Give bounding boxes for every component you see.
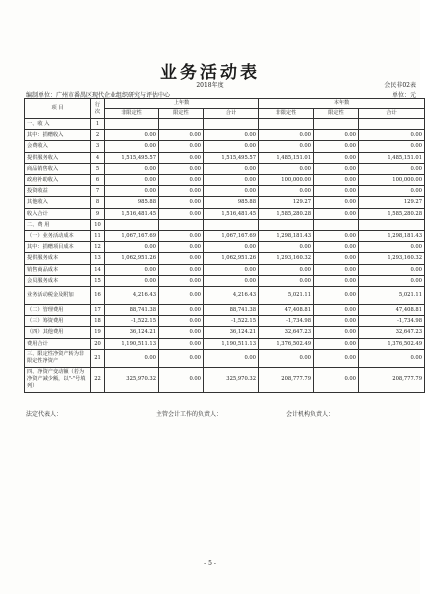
organization-label: 编制单位：广州市番禺区现代企业组织研究与评估中心: [26, 92, 171, 99]
col-header-curr-year: 本年数: [259, 99, 425, 109]
cell-cy-t: [359, 219, 425, 230]
cell-py-t: -1,522.15: [204, 316, 259, 327]
row-item-label: （三）筹资费用: [25, 316, 91, 327]
table-row: [25, 219, 425, 230]
cell-py-r: 0.00: [159, 338, 204, 349]
table-row: [25, 253, 425, 264]
cell-cy-u: -1,734.98: [259, 316, 314, 327]
table-row: [25, 175, 425, 186]
row-line-number: 3: [91, 141, 105, 152]
table-row: [25, 316, 425, 327]
col-header-curr-unrestricted: 非限定性: [259, 109, 314, 119]
cell-cy-u: 1,485,151.01: [259, 152, 314, 163]
cell-py-r: 0.00: [159, 253, 204, 264]
legal-rep-label: 法定代表人：: [26, 411, 63, 418]
cell-cy-t: 0.00: [359, 242, 425, 253]
table-row: [25, 327, 425, 338]
cell-cy-t: 0.00: [359, 141, 425, 152]
cell-cy-t: -1,734.98: [359, 316, 425, 327]
cell-cy-u: 0.00: [259, 141, 314, 152]
cell-py-t: 0.00: [204, 264, 259, 275]
form-number: 会民非02表: [384, 82, 416, 89]
cell-cy-u: 100,000.00: [259, 175, 314, 186]
cell-cy-u: 1,298,181.43: [259, 231, 314, 242]
cell-py-t: 985.88: [204, 197, 259, 208]
table-row: [25, 197, 425, 208]
cell-py-t: 0.00: [204, 141, 259, 152]
row-item-label: 其中：捐赠项目成本: [25, 242, 91, 253]
cell-cy-r: 0.00: [314, 197, 359, 208]
report-title: 业务活动表: [160, 63, 260, 83]
cell-cy-t: 1,293,160.32: [359, 253, 425, 264]
cell-py-t: 4,216.43: [204, 287, 259, 305]
row-item-label: （四）其他费用: [25, 327, 91, 338]
cell-cy-t: 1,298,181.43: [359, 231, 425, 242]
cell-py-u: 36,124.21: [105, 327, 159, 338]
cell-py-u: 1,516,481.45: [105, 208, 159, 219]
cell-cy-r: [314, 219, 359, 230]
cell-py-t: 1,516,481.45: [204, 208, 259, 219]
cell-cy-u: 0.00: [259, 264, 314, 275]
row-item-label: 三、限定性净资产转为非限定性净资产: [25, 349, 91, 367]
cell-cy-t: 129.27: [359, 197, 425, 208]
cell-py-t: 88,741.38: [204, 305, 259, 316]
col-header-line: 行次: [91, 99, 105, 119]
cell-py-u: 0.00: [105, 141, 159, 152]
table-body: [25, 119, 425, 393]
cell-cy-u: 0.00: [259, 349, 314, 367]
cell-cy-t: 0.00: [359, 130, 425, 141]
cell-py-t: 1,190,511.13: [204, 338, 259, 349]
cell-cy-r: 0.00: [314, 253, 359, 264]
table-row: [25, 264, 425, 275]
cell-py-r: 0.00: [159, 231, 204, 242]
cell-py-r: 0.00: [159, 130, 204, 141]
cell-cy-r: 0.00: [314, 175, 359, 186]
cell-py-u: 0.00: [105, 264, 159, 275]
report-year: 2018年度: [196, 82, 224, 89]
row-item-label: 其中：捐赠收入: [25, 130, 91, 141]
table-row: [25, 338, 425, 349]
cell-py-u: 0.00: [105, 349, 159, 367]
cell-cy-r: [314, 119, 359, 130]
cell-cy-u: 0.00: [259, 242, 314, 253]
row-item-label: 一、收 入: [25, 119, 91, 130]
row-line-number: 8: [91, 197, 105, 208]
row-line-number: 17: [91, 305, 105, 316]
cell-cy-t: 208,777.79: [359, 367, 425, 392]
col-header-curr-total: 合计: [359, 109, 425, 119]
row-item-label: （一）业务活动成本: [25, 231, 91, 242]
cell-py-u: 1,190,511.13: [105, 338, 159, 349]
cell-py-u: [105, 119, 159, 130]
col-header-prev-unrestricted: 非限定性: [105, 109, 159, 119]
cell-py-r: 0.00: [159, 287, 204, 305]
cell-cy-u: 1,585,280.28: [259, 208, 314, 219]
cell-cy-t: 0.00: [359, 349, 425, 367]
cell-py-u: 0.00: [105, 163, 159, 174]
cell-cy-r: 0.00: [314, 305, 359, 316]
row-line-number: 12: [91, 242, 105, 253]
cell-cy-u: 1,293,160.32: [259, 253, 314, 264]
cell-py-u: 325,970.32: [105, 367, 159, 392]
cell-cy-u: 1,376,502.49: [259, 338, 314, 349]
row-item-label: 提供服务收入: [25, 152, 91, 163]
row-item-label: 四、净资产变动额（若为净资产减少额，以"-"号填列）: [25, 367, 91, 392]
table-row: [25, 231, 425, 242]
table-row: [25, 119, 425, 130]
cell-cy-t: 1,376,502.49: [359, 338, 425, 349]
cell-py-t: 0.00: [204, 186, 259, 197]
cell-cy-r: 0.00: [314, 152, 359, 163]
row-item-label: 其他收入: [25, 197, 91, 208]
cell-py-r: 0.00: [159, 208, 204, 219]
cell-py-t: 0.00: [204, 242, 259, 253]
row-item-label: 投资收益: [25, 186, 91, 197]
cell-cy-r: 0.00: [314, 349, 359, 367]
cell-cy-u: 0.00: [259, 130, 314, 141]
cell-cy-u: 0.00: [259, 186, 314, 197]
cell-cy-r: 0.00: [314, 141, 359, 152]
cell-py-t: 0.00: [204, 163, 259, 174]
currency-unit-label: 单位：元: [391, 92, 416, 99]
table-row: [25, 349, 425, 367]
cell-py-u: 0.00: [105, 186, 159, 197]
row-item-label: 会费收入: [25, 141, 91, 152]
cell-py-r: [159, 119, 204, 130]
table-row: [25, 130, 425, 141]
row-item-label: 费用合计: [25, 338, 91, 349]
row-item-label: 政府补助收入: [25, 175, 91, 186]
activity-table: [24, 98, 425, 393]
row-line-number: 5: [91, 163, 105, 174]
cell-py-r: 0.00: [159, 242, 204, 253]
table-row: [25, 242, 425, 253]
cell-cy-u: 47,408.81: [259, 305, 314, 316]
cell-cy-u: 32,647.23: [259, 327, 314, 338]
col-header-prev-year: 上年数: [105, 99, 259, 109]
cell-cy-r: 0.00: [314, 186, 359, 197]
cell-py-r: 0.00: [159, 305, 204, 316]
cell-py-r: 0.00: [159, 316, 204, 327]
col-header-curr-restricted: 限定性: [314, 109, 359, 119]
cell-cy-t: 0.00: [359, 186, 425, 197]
page-number: - 5 -: [204, 560, 216, 567]
cell-py-r: 0.00: [159, 367, 204, 392]
cell-cy-u: [259, 219, 314, 230]
row-line-number: 1: [91, 119, 105, 130]
row-item-label: 二、费 用: [25, 219, 91, 230]
cell-cy-u: 0.00: [259, 275, 314, 286]
row-line-number: 11: [91, 231, 105, 242]
row-line-number: 22: [91, 367, 105, 392]
row-line-number: 20: [91, 338, 105, 349]
table-row: [25, 367, 425, 392]
row-line-number: 6: [91, 175, 105, 186]
cell-cy-t: 47,408.81: [359, 305, 425, 316]
cell-py-r: 0.00: [159, 186, 204, 197]
cell-cy-r: 0.00: [314, 287, 359, 305]
accounting-dept-label: 会计机构负责人：: [286, 411, 335, 418]
cell-py-t: [204, 219, 259, 230]
cell-py-t: 36,124.21: [204, 327, 259, 338]
table-row: [25, 141, 425, 152]
row-line-number: 9: [91, 208, 105, 219]
row-item-label: 业务活动税金及附加: [25, 287, 91, 305]
table-row: [25, 186, 425, 197]
row-item-label: 收入合计: [25, 208, 91, 219]
table-row: [25, 152, 425, 163]
cell-cy-u: 0.00: [259, 163, 314, 174]
cell-py-r: 0.00: [159, 349, 204, 367]
cell-py-r: 0.00: [159, 275, 204, 286]
cell-cy-r: 0.00: [314, 130, 359, 141]
cell-py-t: 0.00: [204, 175, 259, 186]
table-row: [25, 275, 425, 286]
row-line-number: 10: [91, 219, 105, 230]
row-item-label: （二）管理费用: [25, 305, 91, 316]
row-item-label: 商品销售收入: [25, 163, 91, 174]
cell-cy-u: 5,021.11: [259, 287, 314, 305]
row-line-number: 4: [91, 152, 105, 163]
cell-py-r: 0.00: [159, 175, 204, 186]
cell-cy-u: 129.27: [259, 197, 314, 208]
row-line-number: 18: [91, 316, 105, 327]
cell-py-t: 0.00: [204, 130, 259, 141]
col-header-prev-total: 合计: [204, 109, 259, 119]
cell-py-u: 1,062,951.26: [105, 253, 159, 264]
cell-cy-u: [259, 119, 314, 130]
cell-py-t: [204, 119, 259, 130]
cell-cy-u: 208,777.79: [259, 367, 314, 392]
cell-py-t: 1,062,951.26: [204, 253, 259, 264]
col-header-item: 项 目: [25, 99, 91, 119]
cell-py-r: 0.00: [159, 197, 204, 208]
cell-py-r: 0.00: [159, 141, 204, 152]
cell-py-u: 985.88: [105, 197, 159, 208]
cell-cy-t: 1,585,280.28: [359, 208, 425, 219]
cell-py-u: 1,067,167.69: [105, 231, 159, 242]
cell-py-r: 0.00: [159, 327, 204, 338]
cell-py-t: 1,515,495.57: [204, 152, 259, 163]
cell-cy-r: 0.00: [314, 231, 359, 242]
cell-cy-r: 0.00: [314, 338, 359, 349]
col-header-prev-restricted: 限定性: [159, 109, 204, 119]
cell-py-u: 1,515,495.57: [105, 152, 159, 163]
cell-cy-r: 0.00: [314, 316, 359, 327]
cell-py-t: 1,067,167.69: [204, 231, 259, 242]
cell-cy-r: 0.00: [314, 367, 359, 392]
cell-py-t: 325,970.32: [204, 367, 259, 392]
row-line-number: 16: [91, 287, 105, 305]
table-row: [25, 163, 425, 174]
table-row: [25, 287, 425, 305]
cell-py-t: 0.00: [204, 275, 259, 286]
cell-cy-t: 0.00: [359, 275, 425, 286]
cell-cy-t: 5,021.11: [359, 287, 425, 305]
cell-py-u: [105, 219, 159, 230]
table-row: [25, 208, 425, 219]
table-row: [25, 305, 425, 316]
row-line-number: 21: [91, 349, 105, 367]
cell-cy-t: 0.00: [359, 264, 425, 275]
cell-cy-t: 1,485,151.01: [359, 152, 425, 163]
cell-cy-r: 0.00: [314, 264, 359, 275]
cell-py-r: 0.00: [159, 152, 204, 163]
row-line-number: 2: [91, 130, 105, 141]
row-item-label: 销售商品成本: [25, 264, 91, 275]
cell-cy-t: 0.00: [359, 163, 425, 174]
row-item-label: 提供服务成本: [25, 253, 91, 264]
cell-cy-r: 0.00: [314, 242, 359, 253]
cell-py-u: -1,522.15: [105, 316, 159, 327]
cell-cy-r: 0.00: [314, 275, 359, 286]
cell-py-r: [159, 219, 204, 230]
accounting-head-label: 主管会计工作的负责人：: [156, 411, 223, 418]
cell-py-t: 0.00: [204, 349, 259, 367]
cell-py-u: 0.00: [105, 275, 159, 286]
cell-py-u: 0.00: [105, 242, 159, 253]
cell-py-u: 0.00: [105, 130, 159, 141]
cell-py-r: 0.00: [159, 163, 204, 174]
row-line-number: 19: [91, 327, 105, 338]
row-line-number: 14: [91, 264, 105, 275]
row-line-number: 13: [91, 253, 105, 264]
cell-py-r: 0.00: [159, 264, 204, 275]
cell-py-u: 0.00: [105, 175, 159, 186]
row-item-label: 会员服务成本: [25, 275, 91, 286]
cell-cy-r: 0.00: [314, 163, 359, 174]
cell-cy-t: 100,000.00: [359, 175, 425, 186]
row-line-number: 15: [91, 275, 105, 286]
cell-py-u: 88,741.38: [105, 305, 159, 316]
cell-cy-r: 0.00: [314, 208, 359, 219]
cell-cy-t: 32,647.23: [359, 327, 425, 338]
row-line-number: 7: [91, 186, 105, 197]
cell-cy-t: [359, 119, 425, 130]
cell-py-u: 4,216.43: [105, 287, 159, 305]
cell-cy-r: 0.00: [314, 327, 359, 338]
